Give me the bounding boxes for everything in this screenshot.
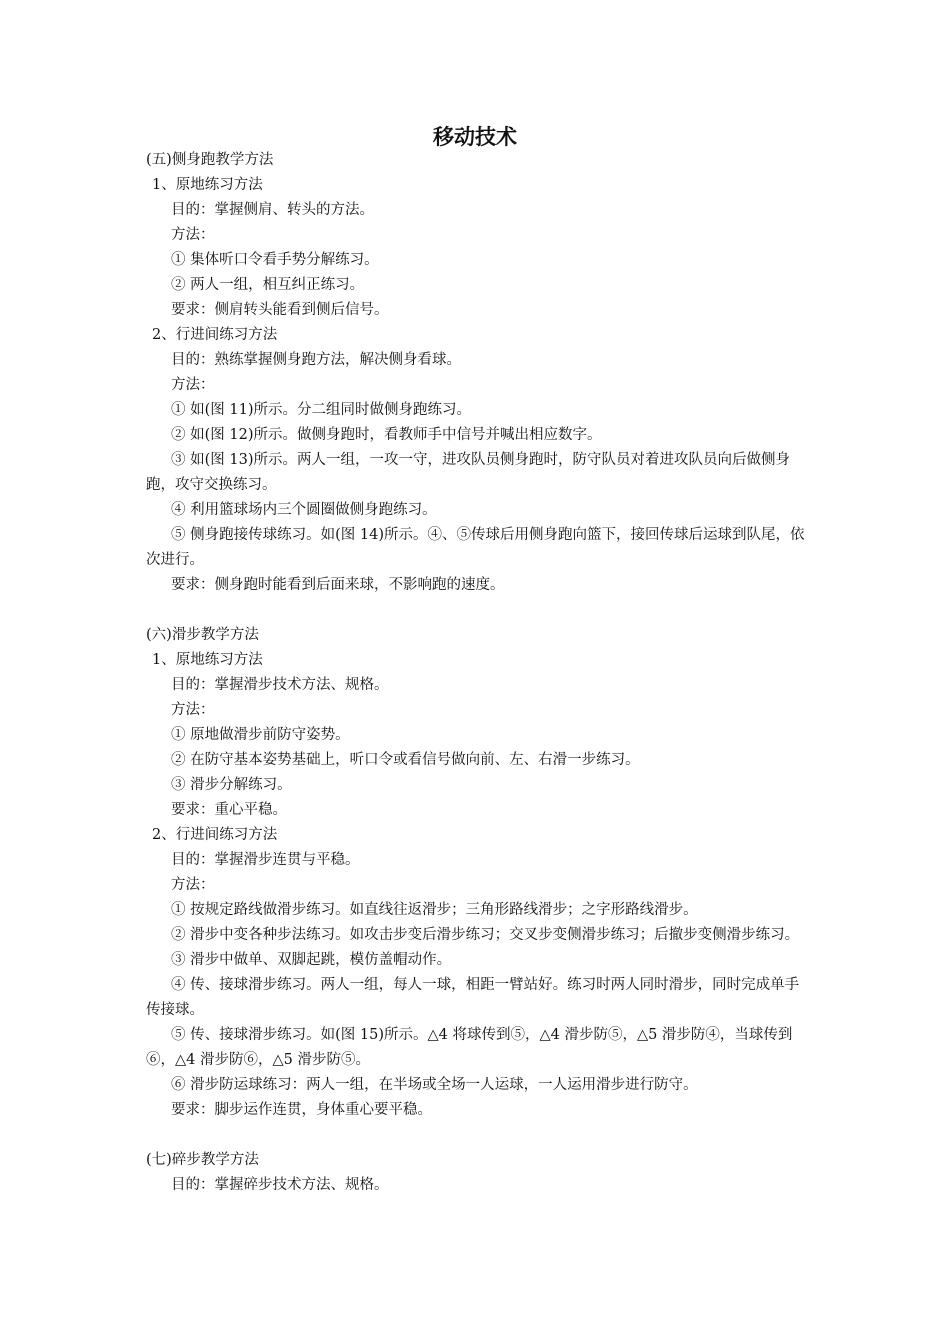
- paragraph-line: 目的：掌握滑步连贯与平稳。: [171, 852, 360, 868]
- paragraph-line: 目的：掌握碎步技术方法、规格。: [171, 1177, 389, 1193]
- paragraph-line: ③ 滑步中做单、双脚起跳，模仿盖帽动作。: [171, 952, 452, 968]
- paragraph-line: ⑤ 侧身跑接传球练习。如(图 14)所示。④、⑤传球后用侧身跑向篮下，接回传球后运球到队尾，依次进行。: [146, 527, 805, 568]
- paragraph-gap: [146, 1123, 812, 1148]
- subsection-heading: 2、行进间练习方法: [152, 327, 278, 343]
- paragraph-line: 方法：: [171, 377, 215, 393]
- paragraph-line: ① 按规定路线做滑步练习。如直线往返滑步；三角形路线滑步；之字形路线滑步。: [171, 902, 698, 918]
- paragraph-line: 要求：重心平稳。: [171, 802, 287, 818]
- paragraph-line: 要求：侧肩转头能看到侧后信号。: [171, 302, 389, 318]
- paragraph-line: ② 在防守基本姿势基础上，听口令或看信号做向前、左、右滑一步练习。: [171, 752, 640, 768]
- section-heading: (五)侧身跑教学方法: [146, 152, 274, 168]
- paragraph-line: ② 滑步中变各种步法练习。如攻击步变后滑步练习；交叉步变侧滑步练习；后撤步变侧滑步练习。: [171, 927, 800, 943]
- paragraph-line: ② 两人一组，相互纠正练习。: [171, 277, 365, 293]
- paragraph-line: 方法：: [171, 227, 215, 243]
- paragraph-line: 目的：掌握滑步技术方法、规格。: [171, 677, 389, 693]
- paragraph-line: 方法：: [171, 702, 215, 718]
- section-heading: (七)碎步教学方法: [146, 1152, 259, 1168]
- paragraph-line: ① 如(图 11)所示。分二组同时做侧身跑练习。: [171, 402, 471, 418]
- subsection-heading: 2、行进间练习方法: [152, 827, 278, 843]
- paragraph-line: ④ 利用篮球场内三个圆圈做侧身跑练习。: [171, 502, 437, 518]
- paragraph-line: ③ 如(图 13)所示。两人一组，一攻一守，进攻队员侧身跑时，防守队员对着进攻队员向后做侧身跑，攻守交换练习。: [146, 452, 790, 493]
- paragraph-line: ① 原地做滑步前防守姿势。: [171, 727, 350, 743]
- section-heading: (六)滑步教学方法: [146, 627, 259, 643]
- subsection-heading: 1、原地练习方法: [152, 652, 263, 668]
- paragraph-line: ② 如(图 12)所示。做侧身跑时，看教师手中信号并喊出相应数字。: [171, 427, 602, 443]
- paragraph-line: ④ 传、接球滑步练习。两人一组，每人一球，相距一臂站好。练习时两人同时滑步，同时完成单手传接球。: [146, 977, 800, 1018]
- paragraph-line: 目的：掌握侧肩、转头的方法。: [171, 202, 374, 218]
- paragraph-line: 要求：脚步运作连贯，身体重心要平稳。: [171, 1102, 432, 1118]
- paragraph-gap: [146, 598, 812, 623]
- subsection-heading: 1、原地练习方法: [152, 177, 263, 193]
- paragraph-line: ⑥ 滑步防运球练习：两人一组，在半场或全场一人运球，一人运用滑步进行防守。: [171, 1077, 698, 1093]
- document-body: [146, 148, 812, 1198]
- document-title: 移动技术: [433, 125, 517, 149]
- paragraph-line: 目的：熟练掌握侧身跑方法，解决侧身看球。: [171, 352, 461, 368]
- paragraph-line: ① 集体听口令看手势分解练习。: [171, 252, 379, 268]
- paragraph-line: ③ 滑步分解练习。: [171, 777, 292, 793]
- paragraph-line: 方法：: [171, 877, 215, 893]
- paragraph-line: 要求：侧身跑时能看到后面来球，不影响跑的速度。: [171, 577, 505, 593]
- paragraph-line: ⑤ 传、接球滑步练习。如(图 15)所示。△4 将球传到⑤，△4 滑步防⑤，△5 滑步防④，当球传到⑥，△4 滑步防⑥，△5 滑步防⑤。: [146, 1027, 793, 1068]
